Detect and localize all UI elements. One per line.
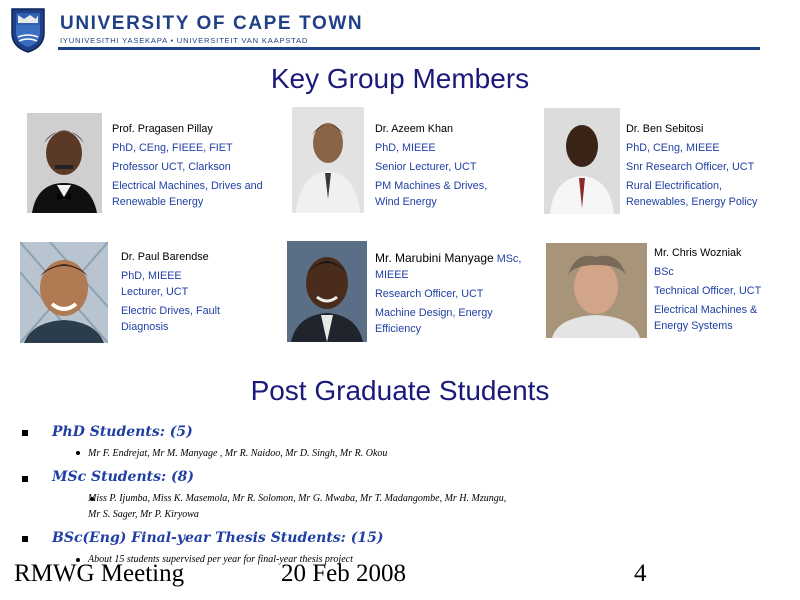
bsc-students-heading: BSc(Eng) Final-year Thesis Students: (15)	[52, 530, 384, 546]
member-research-area-cont: Energy Systems	[654, 320, 733, 332]
member-research-area-cont: Diagnosis	[121, 321, 169, 333]
key-group-members-title: Key Group Members	[270, 63, 530, 94]
member-research-area: Electric Drives, Fault	[121, 305, 220, 317]
member-position: Senior Lecturer, UCT	[375, 161, 477, 173]
member-position: Research Officer, UCT	[375, 288, 484, 300]
bullet-icon	[22, 430, 28, 436]
member-name-row	[375, 250, 540, 267]
member-card-barendse	[121, 249, 281, 335]
member-degree: MSc,	[496, 253, 522, 265]
member-research-area-cont: Renewable Energy	[112, 196, 204, 208]
member-qualifications: PhD, CEng, MIEEE	[626, 142, 720, 154]
msc-students-names-cont: Mr S. Sager, Mr P. Kiryowa	[88, 509, 199, 520]
member-card-wozniak	[654, 245, 799, 334]
phd-students-heading: PhD Students: (5)	[52, 424, 193, 440]
member-card-manyage	[375, 250, 540, 337]
uct-logo-shield-icon	[10, 7, 46, 53]
member-research-area-cont: Efficiency	[375, 323, 422, 335]
member-photo-pillay	[27, 113, 102, 213]
member-name: Dr. Paul Barendse	[121, 251, 209, 263]
member-research-area: Rural Electrification,	[626, 180, 723, 192]
bullet-icon	[22, 476, 28, 482]
slide-number: 4	[634, 560, 647, 587]
member-card-sebitosi	[626, 121, 796, 210]
member-research-area: Machine Design, Energy	[375, 307, 493, 319]
bullet-icon	[22, 536, 28, 542]
university-subtitle: IYUNIVESITHI YASEKAPA • UNIVERSITEIT VAN KAAPSTAD	[60, 36, 309, 45]
member-position: Professor UCT, Clarkson	[112, 161, 231, 173]
member-card-khan	[375, 121, 535, 210]
member-research-area: Electrical Machines &	[654, 304, 758, 316]
member-name: Mr. Marubini Manyage	[375, 251, 494, 265]
member-name: Prof. Pragasen Pillay	[112, 123, 213, 135]
member-research-area-cont: Wind Energy	[375, 196, 437, 208]
member-card-pillay	[112, 121, 282, 210]
member-photo-sebitosi	[544, 108, 620, 214]
member-qualifications: BSc	[654, 266, 674, 278]
member-position: Lecturer, UCT	[121, 286, 189, 298]
sub-bullet-icon	[76, 451, 80, 455]
member-photo-wozniak	[546, 243, 647, 338]
member-qualifications: PhD, MIEEE	[375, 142, 436, 154]
footer-meeting-name: RMWG Meeting	[14, 560, 185, 587]
member-research-area-cont: Renewables, Energy Policy	[626, 196, 758, 208]
member-name: Dr. Ben Sebitosi	[626, 123, 704, 135]
phd-students-names: Mr F. Endrejat, Mr M. Manyage , Mr R. Naidoo, Mr D. Singh, Mr R. Okou	[88, 448, 388, 459]
member-photo-manyage	[287, 241, 367, 342]
member-research-area: Electrical Machines, Drives and	[112, 180, 263, 192]
member-photo-barendse	[20, 242, 108, 343]
post-graduate-title: Post Graduate Students	[250, 375, 550, 406]
member-position: Snr Research Officer, UCT	[626, 161, 755, 173]
member-research-area: PM Machines & Drives,	[375, 180, 488, 192]
member-name: Dr. Azeem Khan	[375, 123, 454, 135]
footer-date: 20 Feb 2008	[281, 560, 406, 587]
msc-students-names: Miss P. Ijumba, Miss K. Masemola, Mr R. Solomon, Mr G. Mwaba, Mr T. Madangombe, Mr H. Mzungu,	[88, 493, 507, 504]
member-name: Mr. Chris Wozniak	[654, 247, 742, 259]
bsc-students-names: About 15 students supervised per year for final-year thesis project	[88, 554, 353, 565]
msc-students-heading: MSc Students: (8)	[52, 469, 195, 485]
member-qualifications: PhD, CEng, FIEEE, FIET	[112, 142, 233, 154]
member-photo-khan	[292, 107, 364, 213]
member-qualifications: MIEEE	[375, 269, 409, 281]
header-divider	[58, 47, 760, 50]
university-name: UNIVERSITY OF CAPE TOWN	[60, 13, 364, 34]
member-position: Technical Officer, UCT	[654, 285, 762, 297]
member-qualifications: PhD, MIEEE	[121, 270, 182, 282]
